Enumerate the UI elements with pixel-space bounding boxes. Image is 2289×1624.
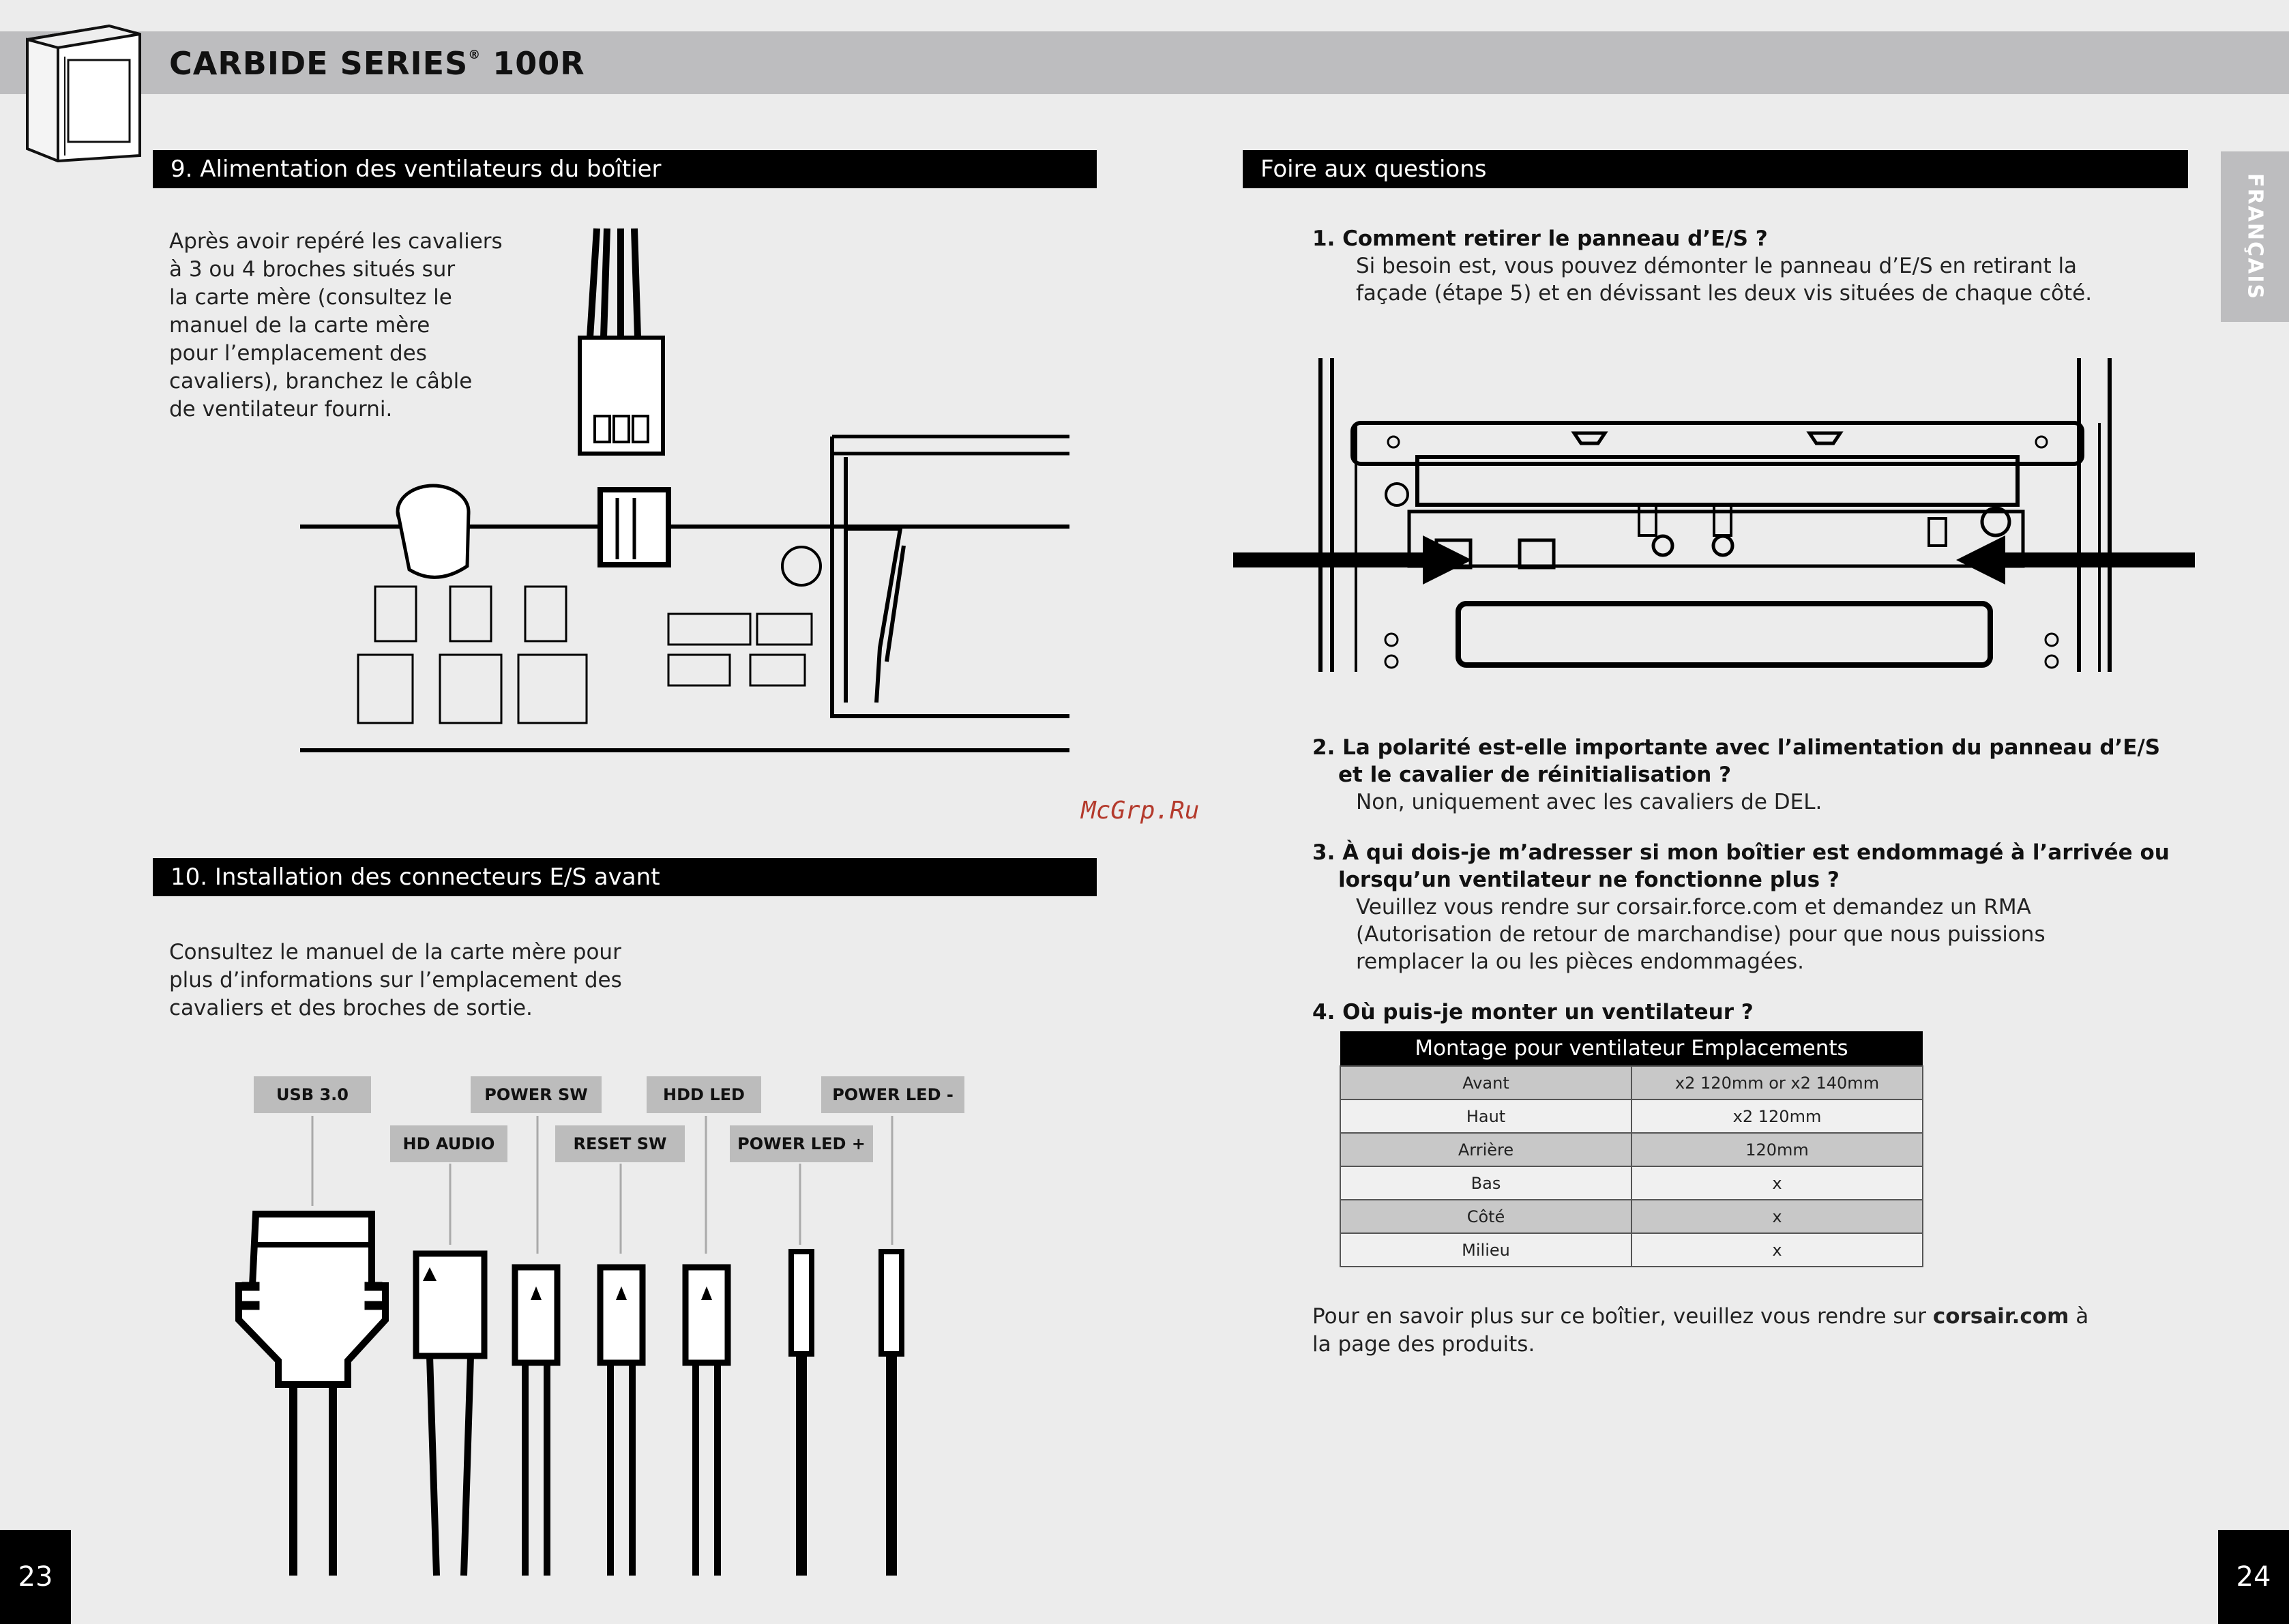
section-10-heading: 10. Installation des connecteurs E/S avant bbox=[153, 858, 1097, 896]
label-reset-sw: RESET SW bbox=[555, 1125, 685, 1162]
table-row: Bas x bbox=[1340, 1166, 1923, 1200]
fan-mount-table bbox=[1340, 1031, 1923, 1267]
fan-table-header: Montage pour ventilateur Emplacements bbox=[1340, 1031, 1923, 1066]
case-logo-icon bbox=[20, 19, 143, 162]
corsair-link[interactable]: corsair.com bbox=[1932, 1304, 2069, 1329]
watermark: McGrp.Ru bbox=[1081, 797, 1200, 825]
section-10-text: Consultez le manuel de la carte mère pour plus d’informations sur l’emplacement des cavaliers et des broches de sortie. bbox=[169, 940, 622, 1020]
section-9-heading: 9. Alimentation des ventilateurs du boîtier bbox=[153, 150, 1097, 188]
page-number-right: 24 bbox=[2218, 1530, 2289, 1624]
table-row: Arrière 120mm bbox=[1340, 1133, 1923, 1166]
faq-q3: 3. À qui dois-je m’adresser si mon boîtier est endommagé à l’arrivée ou lorsqu’un ventilateur ne fonctionne plus ? Veuillez vous rendre sur corsair.force.com et demandez un RMA (Autorisation de retour de marchandise) pour que nous puissions remplacer la ou les pièces endommagées. bbox=[1312, 840, 2170, 974]
label-power-sw: POWER SW bbox=[471, 1076, 602, 1113]
brand-title: CARBIDE SERIES® 100R bbox=[169, 45, 585, 82]
label-power-led-plus: POWER LED + bbox=[730, 1125, 873, 1162]
table-row: Haut x2 120mm bbox=[1340, 1099, 1923, 1133]
label-hd-audio: HD AUDIO bbox=[390, 1125, 507, 1162]
label-usb-3: USB 3.0 bbox=[254, 1076, 371, 1113]
faq-q4: 4. Où puis-je monter un ventilateur ? bbox=[1312, 1000, 1754, 1024]
footer-note: Pour en savoir plus sur ce boîtier, veuillez vous rendre sur corsair.com à la page des produits. bbox=[1312, 1304, 2089, 1357]
faq-q2: 2. La polarité est-elle importante avec l’alimentation du panneau d’E/S et le cavalier de réinitialisation ? Non, uniquement avec les cavaliers de DEL. bbox=[1312, 735, 2161, 814]
page-number-left: 23 bbox=[0, 1530, 71, 1624]
section-9-text: Après avoir repéré les cavaliers à 3 ou 4 broches situés sur la carte mère (consultez le manuel de la carte mère pour l’emplacement des cavaliers), branchez le câble de ventilateur fourni. bbox=[169, 229, 503, 422]
language-tab: FRANÇAIS bbox=[2221, 151, 2289, 322]
faq-heading: Foire aux questions bbox=[1243, 150, 2188, 188]
table-row: Milieu x bbox=[1340, 1233, 1923, 1267]
io-panel-illustration bbox=[1233, 355, 2195, 675]
table-row: Avant x2 120mm or x2 140mm bbox=[1340, 1066, 1923, 1099]
front-io-connectors-illustration bbox=[225, 1112, 928, 1582]
table-row: Côté x bbox=[1340, 1200, 1923, 1233]
label-hdd-led: HDD LED bbox=[647, 1076, 761, 1113]
faq-q1: 1. Comment retirer le panneau d’E/S ? Si besoin est, vous pouvez démonter le panneau d’E/S en retirant la façade (étape 5) et en dévissant les deux vis situées de chaque côté. bbox=[1312, 226, 2093, 306]
label-power-led-minus: POWER LED - bbox=[821, 1076, 964, 1113]
fan-header-illustration bbox=[300, 225, 1071, 757]
